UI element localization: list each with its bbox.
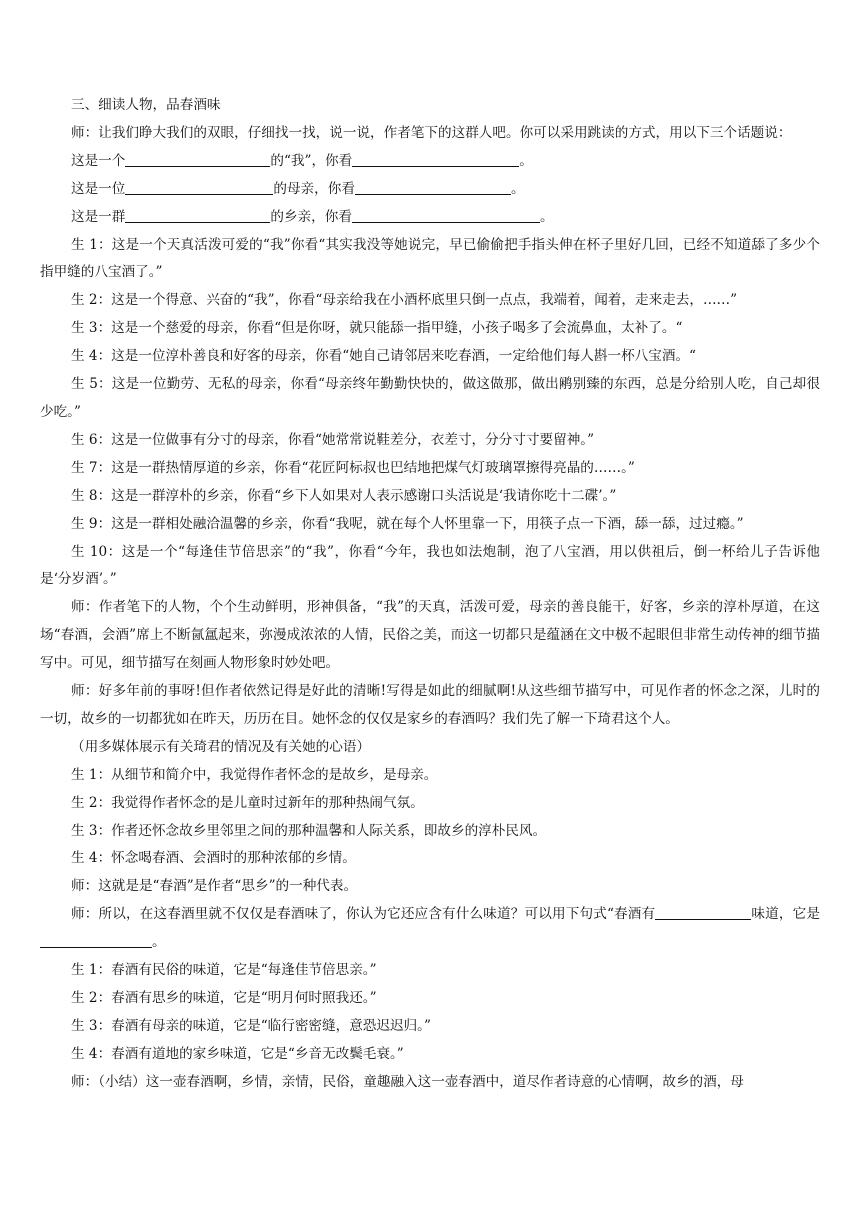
template-text: 。 [519, 152, 533, 169]
template-text: 的“我”，你看 [270, 152, 353, 169]
teacher-paragraph: 师：让我们睁大我们的双眼，仔细找一找，说一说，作者笔下的这群人吧。你可以采用跳读的方式，用以下三个话题说： [71, 124, 792, 141]
student-answer: 生 9：这是一群相处融洽温馨的乡亲，你看“我呢，就在每个人怀里靠一下，用筷子点一下酒，舔一舔，过过瘾。” [71, 515, 744, 532]
student-answer: 生 2：我觉得作者怀念的是儿童时过新年的那种热闹气氛。 [71, 794, 424, 811]
student-answer: 生 2：这是一个得意、兴奋的“我”，你看“母亲给我在小酒杯底里只倒一点点，我端着，闻着，走来走去，……” [71, 292, 738, 309]
student-answer: 生 1：春酒有民俗的味道，它是“每逢佳节倍思亲。” [71, 962, 377, 979]
blank-line [655, 905, 751, 920]
student-answer: 生 4：怀念喝春酒、会酒时的那种浓郁的乡情。 [71, 850, 356, 867]
fill-in-template [40, 204, 820, 232]
blank-line [125, 152, 270, 167]
student-answer: 生 7：这是一群热情厚道的乡亲，你看“花匠阿标叔也巴结地把煤气灯玻璃罩擦得亮晶的……。” [71, 459, 635, 476]
student-answer: 生 8：这是一群淳朴的乡亲，你看“乡下人如果对人表示感谢口头活说是‘我请你吃十二碟’。” [71, 487, 617, 504]
template-text: 这是一个 [71, 152, 126, 169]
student-answer: 生 6：这是一位做事有分寸的母亲，你看“她常常说鞋差分，衣差寸，分分寸寸要留神。” [71, 431, 595, 448]
teacher-paragraph [40, 901, 820, 957]
blank-line [125, 208, 270, 223]
student-answer: 生 1：从细节和简介中，我觉得作者怀念的是故乡，是母亲。 [71, 766, 438, 783]
media-note: （用多媒体展示有关琦君的情况及有关她的心语） [71, 738, 371, 755]
template-text: 这是一群 [71, 208, 126, 225]
blank-line [40, 933, 152, 948]
student-answer: 生 2：春酒有思乡的味道，它是“明月何时照我还。” [71, 990, 377, 1006]
student-answer: 生 4：这是一位淳朴善良和好客的母亲，你看“她自己请邻居来吃春酒，一定给他们每人斟一杯八宝酒。“ [71, 348, 696, 365]
template-text: 味道，它是 [751, 906, 820, 923]
student-answer: 生 3：作者还怀念故乡里邻里之间的那种温馨和人际关系，即故乡的淳朴民风。 [71, 822, 547, 839]
template-text: 的乡亲，你看 [270, 208, 352, 225]
template-text: 师：所以，在这春酒里就不仅仅是春酒味了，你认为它还应含有什么味道？可以用下句式“春酒有 [71, 906, 656, 923]
student-answer: 生 10：这是一个“每逢佳节倍思亲”的“我”，你看“今年，我也如法炮制，泡了八宝酒，用以供祖后，倒一杯给儿子告诉他是‘分岁酒’。” [40, 543, 820, 588]
fill-in-template [40, 176, 820, 204]
fill-in-template [40, 148, 820, 176]
blank-line [352, 208, 540, 223]
blank-line [125, 180, 273, 195]
template-text: 。 [539, 208, 554, 225]
student-answer: 生 4：春酒有道地的家乡味道，它是“乡音无改鬓毛衰。” [71, 1045, 404, 1062]
student-answer: 生 5：这是一位勤劳、无私的母亲，你看“母亲终年勤勤快快的，做这做那，做出鹇别臻的东西，总是分给别人吃，自己却很少吃。” [40, 376, 820, 420]
template-text: 。 [152, 934, 166, 951]
teacher-paragraph: 师：这就是是“春酒”是作者“思乡”的一种代表。 [71, 878, 358, 895]
document-body [40, 92, 820, 1097]
blank-line [355, 180, 511, 195]
template-text: 的母亲，你看 [273, 180, 355, 197]
template-text: 这是一位 [71, 180, 126, 197]
student-answer: 生 1：这是一个天真活泼可爱的“我”你看“其实我没等她说完，早已偷偷把手指头伸在杯子里好几回，已经不知道舔了多少个指甲缝的八宝酒了。” [40, 236, 820, 281]
template-text: 。 [510, 180, 525, 197]
blank-line [352, 152, 519, 167]
student-answer: 生 3：春酒有母亲的味道，它是“临行密密缝，意恐迟迟归。” [71, 1017, 431, 1034]
teacher-paragraph: 师：（小结）这一壶春酒啊，乡情，亲情，民俗，童趣融入这一壶春酒中，道尽作者诗意的心情啊，故乡的酒，母 [71, 1073, 744, 1090]
section-title: 三、细读人物，品春酒味 [71, 97, 221, 113]
student-answer: 生 3：这是一个慈爱的母亲，你看“但是你呀，就只能舔一指甲缝，小孩子喝多了会流鼻血，太补了。“ [71, 320, 683, 337]
teacher-paragraph: 师：好多年前的事呀!但作者依然记得是好此的清晰!写得是如此的细腻啊!从这些细节描写中，可见作者的怀念之深，儿时的一切，故乡的一切都犹如在昨天，历历在目。她怀念的仅仅是家乡的春酒吗？我们先了解一下琦君这个人。 [40, 683, 820, 727]
teacher-paragraph: 师：作者笔下的人物，个个生动鲜明，形神俱备，“我”的天真，活泼可爱，母亲的善良能干，好客，乡亲的淳朴厚道，在这场“春酒，会酒”席上不断氤氲起来，弥漫成浓浓的人情，民俗之美，而这一切都只是蕴涵在文中极不起眼但非常生动传神的细节描写中。可见，细节描写在刻画人物形象时妙处吧。 [40, 599, 820, 672]
